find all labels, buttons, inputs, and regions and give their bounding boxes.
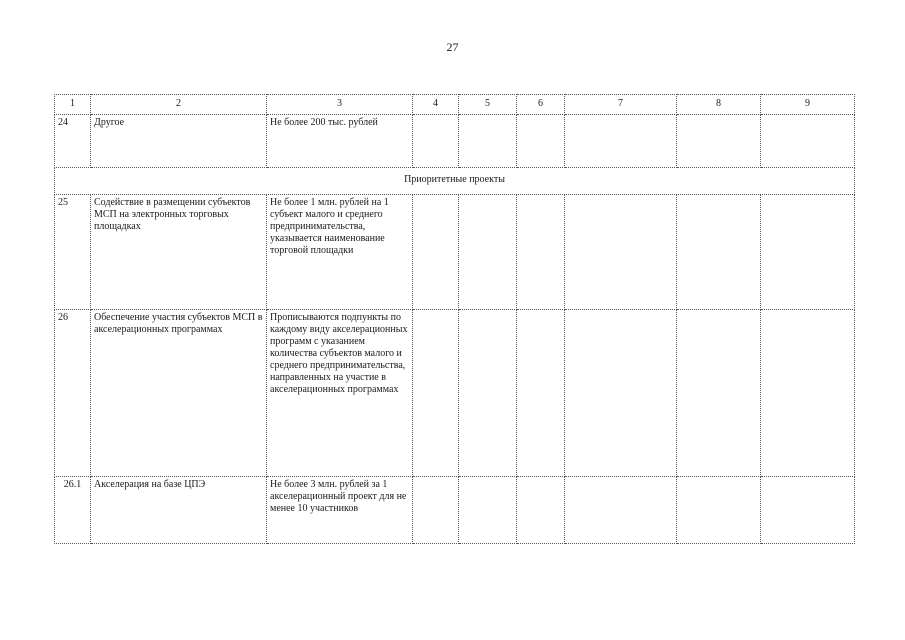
- empty-cell: [517, 477, 565, 544]
- section-title: Приоритетные проекты: [55, 168, 855, 195]
- table-row: [55, 195, 855, 310]
- header-cell: 3: [267, 95, 413, 115]
- header-cell: 4: [413, 95, 459, 115]
- row-name: Содействие в размещении субъектов МСП на электронных торговых площадках: [91, 195, 267, 310]
- page-number: 27: [446, 40, 459, 54]
- empty-cell: [413, 477, 459, 544]
- empty-cell: [459, 310, 517, 477]
- empty-cell: [459, 195, 517, 310]
- empty-cell: [761, 310, 855, 477]
- empty-cell: [565, 477, 677, 544]
- row-limit: Прописываются подпункты по каждому виду акселерационных программ с указанием количества субъектов малого и среднего предпринимательства, направленных на участие в акселерационных программах: [267, 310, 413, 477]
- row-number: 26.1: [55, 477, 91, 544]
- row-name: Акселерация на базе ЦПЭ: [91, 477, 267, 544]
- row-number: 26: [55, 310, 91, 477]
- empty-cell: [565, 195, 677, 310]
- empty-cell: [565, 115, 677, 168]
- empty-cell: [413, 195, 459, 310]
- empty-cell: [413, 310, 459, 477]
- row-number: 24: [55, 115, 91, 168]
- row-limit: Не более 200 тыс. рублей: [267, 115, 413, 168]
- empty-cell: [517, 310, 565, 477]
- header-cell: 8: [677, 95, 761, 115]
- empty-cell: [677, 477, 761, 544]
- header-cell: 2: [91, 95, 267, 115]
- header-cell: 1: [55, 95, 91, 115]
- row-name: Обеспечение участия субъектов МСП в акселерационных программах: [91, 310, 267, 477]
- header-cell: 9: [761, 95, 855, 115]
- row-limit: Не более 1 млн. рублей на 1 субъект малого и среднего предпринимательства, указывается наименование торговой площадки: [267, 195, 413, 310]
- header-cell: 6: [517, 95, 565, 115]
- section-row: [55, 168, 855, 195]
- empty-cell: [459, 115, 517, 168]
- table-header-row: [55, 95, 855, 115]
- header-cell: 7: [565, 95, 677, 115]
- empty-cell: [517, 115, 565, 168]
- table-row: [55, 115, 855, 168]
- empty-cell: [565, 310, 677, 477]
- empty-cell: [761, 477, 855, 544]
- empty-cell: [517, 195, 565, 310]
- header-cell: 5: [459, 95, 517, 115]
- budget-table: [54, 94, 855, 544]
- empty-cell: [459, 477, 517, 544]
- empty-cell: [677, 115, 761, 168]
- table-row: [55, 477, 855, 544]
- row-limit: Не более 3 млн. рублей за 1 акселерационный проект для не менее 10 участников: [267, 477, 413, 544]
- empty-cell: [761, 115, 855, 168]
- empty-cell: [413, 115, 459, 168]
- empty-cell: [677, 310, 761, 477]
- row-name: Другое: [91, 115, 267, 168]
- row-number: 25: [55, 195, 91, 310]
- empty-cell: [761, 195, 855, 310]
- empty-cell: [677, 195, 761, 310]
- table-row: [55, 310, 855, 477]
